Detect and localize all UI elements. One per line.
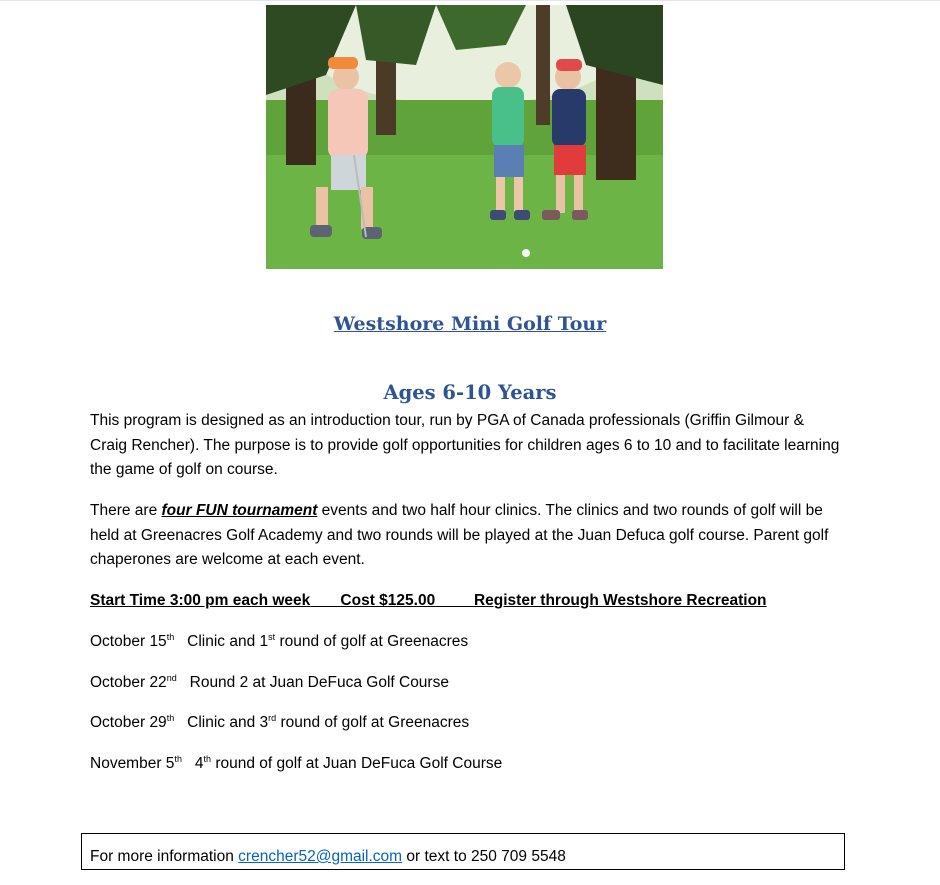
schedule-item [90, 752, 502, 776]
schedule-item [90, 711, 469, 735]
schedule-item [90, 630, 468, 654]
start-time: Start Time 3:00 pm each week [90, 592, 311, 609]
age-range-heading: Ages 6-10 Years [383, 381, 557, 404]
date-suffix: nd [166, 673, 177, 683]
events-text-start: There are [90, 502, 162, 519]
schedule-date: October 22 [90, 674, 167, 691]
ordinal-suffix: rd [268, 713, 277, 723]
date-suffix: th [166, 632, 175, 642]
schedule-desc: Round 2 at Juan DeFuca Golf Course [189, 674, 449, 691]
schedule-desc: Clinic and 3 [187, 714, 269, 731]
ordinal-suffix: st [268, 632, 276, 642]
schedule-date: November 5 [90, 755, 175, 772]
events-emphasis: four FUN tournament [161, 502, 318, 519]
register-info: Register through Westshore Recreation [473, 592, 767, 609]
contact-box [81, 833, 845, 870]
events-paragraph [90, 499, 840, 573]
page-top-border [0, 0, 940, 1]
schedule-desc: 4 [194, 755, 204, 772]
schedule-desc-rest: round of golf at Greenacres [275, 633, 469, 650]
ordinal-suffix: th [203, 754, 212, 764]
date-suffix: th [166, 713, 175, 723]
email-link[interactable]: crencher52@gmail.com [238, 848, 403, 865]
schedule-date: October 29 [90, 714, 167, 731]
kids-putting-golf-photo [266, 5, 663, 269]
schedule-date: October 15 [90, 633, 167, 650]
contact-prefix: For more information [90, 848, 239, 865]
key-info-line [90, 589, 767, 613]
page-title: Westshore Mini Golf Tour [333, 313, 607, 335]
contact-line [90, 845, 566, 869]
schedule-desc-rest: round of golf at Greenacres [276, 714, 470, 731]
intro-paragraph: This program is designed as an introduction tour, run by PGA of Canada professionals (Griffin Gilmour & Craig Rencher). The purpose is to provide golf opportunities for children ages 6 to 10 and to facilitate learning the game of golf on course. [90, 412, 840, 478]
events-text-rest: events and two half hour clinics. The clinics and two rounds of golf will be held at Greenacres Golf Academy and two rounds will be played at the Juan Defuca golf course. Parent golf chaperones are welcome at each event. [90, 502, 829, 568]
contact-phone: or text to 250 709 5548 [402, 848, 566, 865]
cost: Cost $125.00 [340, 592, 436, 609]
schedule-desc-rest: round of golf at Juan DeFuca Golf Course [211, 755, 503, 772]
schedule-desc: Clinic and 1 [187, 633, 269, 650]
date-suffix: th [174, 754, 182, 764]
schedule-item [90, 671, 449, 695]
